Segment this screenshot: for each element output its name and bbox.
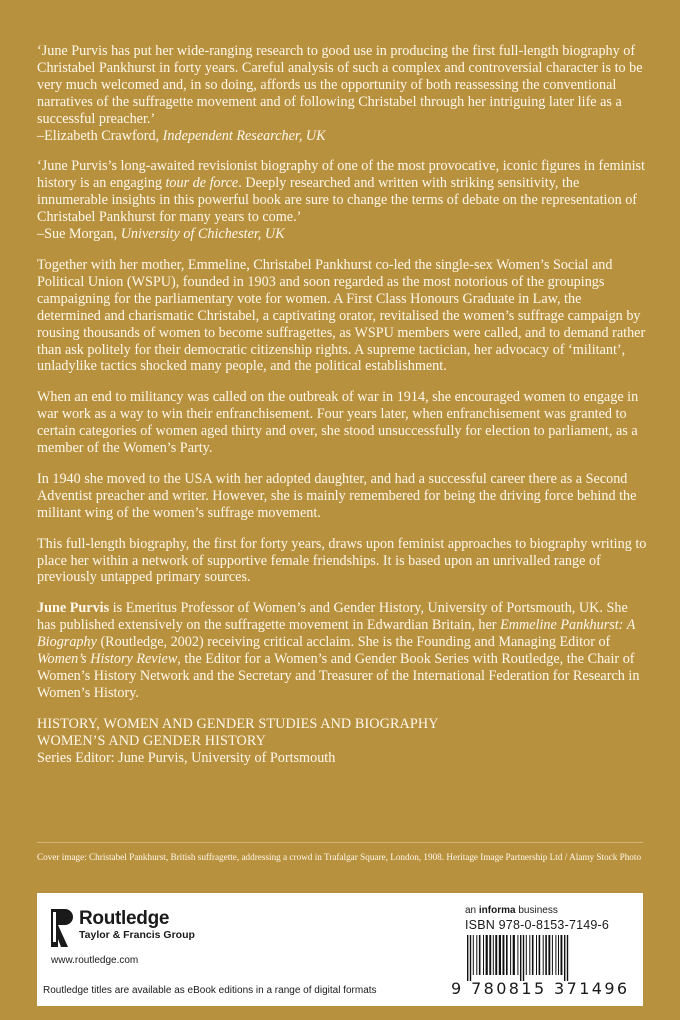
barcode: [465, 935, 635, 981]
quote-affiliation: University of Chichester, UK: [120, 226, 285, 243]
informa-business: [465, 905, 558, 916]
barcode-bar: [523, 935, 524, 981]
barcode-bar: [558, 935, 559, 975]
barcode-bar: [479, 935, 481, 975]
barcode-bar: [520, 935, 521, 981]
barcode-bar: [489, 935, 491, 975]
series-info: [37, 716, 647, 767]
barcode-bar: [476, 935, 477, 975]
quote-affiliation: Independent Researcher, UK: [162, 127, 326, 144]
publisher-website[interactable]: www.routledge.com: [51, 955, 139, 966]
barcode-bar: [529, 935, 530, 975]
quote-author: –Elizabeth Crawford,: [37, 127, 163, 144]
review-quote-crawford: [37, 43, 647, 144]
barcode-bar: [548, 935, 550, 975]
series-editor: Series Editor: June Purvis, University of Portsmouth: [37, 749, 336, 766]
barcode-bar: [495, 935, 497, 975]
author-name: June Purvis: [37, 600, 110, 617]
barcode-bar: [564, 935, 565, 981]
author-bio-text: , the Editor for a Women’s and Gender Book Series with Routledge, the Chair of Women’s History Network and the Secretary and Treasurer of the International Federation for Research in Women’s History.: [37, 651, 640, 701]
divider: [37, 842, 643, 843]
author-bio: [37, 600, 647, 701]
author-bio-text: (Routledge, 2002) receiving critical acclaim. She is the Founding and Managing Editor of: [96, 634, 611, 651]
cover-image-credit: Cover image: Christabel Pankhurst, British suffragette, addressing a crowd in Trafalgar Square, London, 1908. Heritage Image Partnership Ltd / Alamy Stock Photo: [37, 852, 642, 862]
barcode-bar: [506, 935, 508, 975]
barcode-bar: [467, 935, 468, 981]
ebook-note: Routledge titles are available as eBook editions in a range of digital formats: [43, 985, 377, 996]
series-name: WOMEN’S AND GENDER HISTORY: [37, 732, 266, 749]
barcode-bar: [483, 935, 484, 975]
barcode-bar: [532, 935, 534, 975]
description-paragraph: This full-length biography, the first for forty years, draws upon feminist approaches to biography writing to place her within a network of supportive female friendships. It is based upon an unrivalled range of previously untapped primary sources.: [37, 535, 647, 586]
barcode-bar: [499, 935, 501, 975]
quote-text: ‘June Purvis has put her wide-ranging research to good use in producing the first full-length biography of Christabel Pankhurst in forty years. Careful analysis of such a complex and controversial character is to be very much welcomed and, in so doing, affords us the opportunity of both reassessing the conventional narratives of the suffragette movement and of following Christabel through her intriguing later life as a successful preacher.’: [37, 43, 643, 127]
publisher-name: Routledge: [79, 908, 170, 929]
barcode-digits: 9 780815 371496: [451, 979, 630, 998]
routledge-logo-icon: [51, 909, 74, 947]
barcode-bar: [493, 935, 494, 975]
quote-attribution: [37, 226, 647, 243]
barcode-bar: [567, 935, 568, 981]
barcode-bar: [545, 935, 547, 975]
barcode-bar: [473, 935, 474, 975]
barcode-bar: [555, 935, 556, 975]
barcode-bar: [510, 935, 511, 975]
isbn-number: ISBN 978-0-8153-7149-6: [465, 918, 610, 932]
barcode-bar: [536, 935, 537, 975]
barcode-bar: [539, 935, 541, 975]
quote-author: –Sue Morgan,: [37, 226, 121, 243]
barcode-bar: [470, 935, 471, 981]
barcode-bar: [513, 935, 515, 975]
routledge-logo: [51, 909, 195, 947]
quote-attribution: [37, 128, 647, 145]
informa-prefix: an: [465, 905, 479, 916]
review-quote-morgan: [37, 158, 647, 243]
informa-brand: informa: [478, 905, 516, 916]
publisher-barcode-panel: [37, 893, 643, 1006]
quote-text: ‘June Purvis’s long-awaited revisionist biography of one of the most provocative, iconic figures in feminist history is an engaging: [37, 158, 645, 192]
informa-suffix: business: [515, 905, 558, 916]
description-paragraph: In 1940 she moved to the USA with her adopted daughter, and had a successful career there as a Second Adventist preacher and writer. However, she is mainly remembered for being the driving force behind the militant wing of the women’s suffrage movement.: [37, 470, 637, 521]
book-title: Emmeline Pankhurst: A Biography: [37, 617, 636, 651]
barcode-bar: [543, 935, 544, 975]
description-paragraph: Together with her mother, Emmeline, Christabel Pankhurst co-led the single-sex Women’s Social and Political Union (WSPU), founded in 1903 and soon regarded as the most notorious of the groupings campaigning for the parliamentary vote for women. A First Class Honours Graduate in Law, the determined and charismatic Christabel, a captivating orator, revitalised the women’s suffrage campaign by rousing thousands of women to become suffragettes, as WSPU members were called, and to demand rather than ask politely for their democratic citizenship rights. A supreme tactician, her advocacy of ‘militant’, unladylike tactics shocked many people, and the political establishment.: [37, 256, 646, 375]
barcode-bar: [526, 935, 527, 975]
back-cover-text: [37, 43, 647, 767]
publisher-group: Taylor & Francis Group: [79, 929, 195, 941]
subject-categories: HISTORY, WOMEN AND GENDER STUDIES AND BIOGRAPHY: [37, 715, 439, 732]
barcode-bar: [517, 935, 518, 975]
barcode-bar: [503, 935, 505, 975]
journal-title: Women’s History Review: [37, 651, 178, 668]
barcode-bar: [552, 935, 553, 975]
quote-italic: tour de force: [165, 175, 239, 192]
barcode-bar: [561, 935, 563, 975]
quote-text-continued: . Deeply researched and written with striking sensitivity, the innumerable insights in this powerful book are sure to change the terms of debate on the representation of Christabel Pankhurst for many years to come.’: [37, 175, 638, 226]
author-bio-text: is Emeritus Professor of Women’s and Gender History, University of Portsmouth, UK. She has published extensively on the suffragette movement in Edwardian Britain, her: [37, 600, 628, 634]
barcode-bar: [486, 935, 488, 975]
description-paragraph: When an end to militancy was called on the outbreak of war in 1914, she encouraged women to engage in war work as a way to win their enfranchisement. Four years later, when enfranchisement was granted to certain categories of women aged thirty and over, she stood unsuccessfully for election to parliament, as a member of the Women’s Party.: [37, 389, 639, 457]
